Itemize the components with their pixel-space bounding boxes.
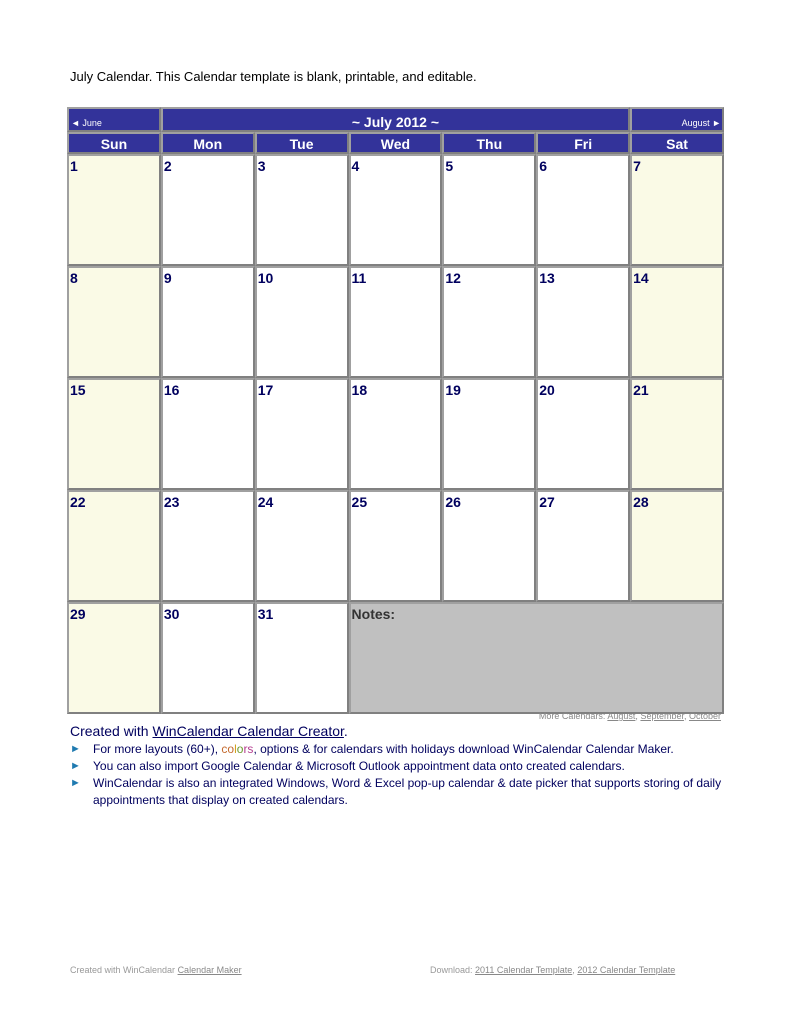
day-number: 6 [539, 158, 548, 174]
day-cell[interactable] [630, 490, 724, 602]
day-number: 31 [257, 606, 274, 622]
bullet-text-before: For more layouts (60+), [93, 742, 222, 756]
day-number: 22 [70, 494, 86, 510]
day-number: 3 [257, 158, 266, 174]
calendar-header-row [67, 107, 724, 132]
day-cell[interactable] [67, 490, 161, 602]
day-number: 1 [70, 158, 78, 174]
day-cell[interactable] [630, 154, 724, 266]
right-triangle-icon: ► [70, 777, 81, 789]
more-calendars-label: More Calendars: [538, 711, 606, 721]
day-cell[interactable] [67, 602, 161, 714]
bullet-text: WinCalendar is also an integrated Windows, Word & Excel pop-up calendar & date picker that supports storing of daily appointments that display on created calendars. [93, 776, 722, 807]
day-cell[interactable] [630, 378, 724, 490]
more-link-october[interactable]: October [688, 711, 721, 721]
day-number: 4 [351, 158, 360, 174]
weekday-tue: Tue [255, 132, 349, 154]
week-row [67, 154, 724, 266]
day-cell[interactable] [442, 154, 536, 266]
day-number: 28 [633, 494, 649, 510]
more-link-september[interactable]: September [640, 711, 684, 721]
intro-text: July Calendar. This Calendar template is blank, printable, and editable. [70, 69, 477, 84]
day-cell[interactable] [161, 154, 255, 266]
weekday-sun: Sun [67, 132, 161, 154]
day-cell[interactable] [161, 378, 255, 490]
day-number: 21 [633, 382, 649, 398]
day-number: 9 [163, 270, 172, 286]
day-cell[interactable] [536, 490, 630, 602]
day-cell[interactable] [255, 490, 349, 602]
week-row [67, 266, 724, 378]
right-triangle-icon: ► [70, 743, 81, 755]
day-number: 27 [539, 494, 555, 510]
colorful-text: rs [243, 742, 254, 756]
day-cell[interactable] [67, 154, 161, 266]
day-cell[interactable] [255, 378, 349, 490]
footer-right [430, 965, 675, 975]
day-number: 20 [539, 382, 555, 398]
created-prefix: Created with [70, 723, 149, 739]
wincalendar-creator-link[interactable]: WinCalendar Calendar Creator [152, 723, 344, 739]
day-cell[interactable] [161, 266, 255, 378]
day-cell[interactable] [536, 266, 630, 378]
day-number: 11 [351, 270, 367, 286]
more-link-august[interactable]: August [607, 711, 636, 721]
day-number: 12 [445, 270, 461, 286]
list-item [70, 758, 730, 775]
day-cell[interactable] [255, 154, 349, 266]
footer-right-text: Download: [430, 965, 473, 975]
day-cell[interactable] [67, 266, 161, 378]
list-item [70, 775, 730, 809]
calendar [67, 107, 724, 714]
day-cell[interactable] [442, 378, 536, 490]
day-cell[interactable] [630, 266, 724, 378]
day-cell[interactable] [349, 378, 443, 490]
day-cell[interactable] [161, 602, 255, 714]
next-month-link[interactable]: August ► [630, 107, 724, 132]
colorful-text: co [221, 742, 235, 756]
day-cell[interactable] [255, 602, 349, 714]
weekday-mon: Mon [161, 132, 255, 154]
day-number: 2 [163, 158, 172, 174]
colorful-text: l [234, 742, 237, 756]
day-cell[interactable] [349, 490, 443, 602]
day-number: 14 [633, 270, 649, 286]
weekday-fri: Fri [536, 132, 630, 154]
right-triangle-icon: ► [70, 760, 81, 772]
calendar-maker-link[interactable]: Calendar Maker [177, 965, 242, 975]
colorful-text: o [236, 742, 244, 756]
list-item [70, 741, 730, 758]
day-cell[interactable] [536, 378, 630, 490]
day-number: 10 [257, 270, 274, 286]
day-cell[interactable] [442, 266, 536, 378]
day-number: 5 [445, 158, 454, 174]
notes-label: Notes: [351, 606, 396, 622]
day-number: 13 [539, 270, 555, 286]
footer-left-text: Created with WinCalendar [70, 965, 176, 975]
day-number: 7 [633, 158, 641, 174]
weekday-sat: Sat [630, 132, 724, 154]
prev-month-link[interactable]: ◄ June [67, 107, 161, 132]
template-2012-link[interactable]: 2012 Calendar Template [577, 965, 676, 975]
weekday-thu: Thu [442, 132, 536, 154]
template-2011-link[interactable]: 2011 Calendar Template [475, 965, 573, 975]
day-cell[interactable] [442, 490, 536, 602]
created-suffix: . [343, 723, 348, 739]
footer-separator: , [572, 965, 575, 975]
day-number: 18 [351, 382, 368, 398]
day-cell[interactable] [67, 378, 161, 490]
day-number: 29 [70, 606, 86, 622]
weekday-header-row [67, 132, 724, 154]
bullet-text: You can also import Google Calendar & Microsoft Outlook appointment data onto created calendars. [93, 759, 625, 773]
week-row [67, 490, 724, 602]
day-number: 23 [163, 494, 180, 510]
info-bullets [70, 741, 730, 809]
notes-area[interactable] [349, 602, 724, 714]
calendar-grid [67, 107, 724, 714]
footer-left [70, 965, 242, 975]
day-cell[interactable] [349, 154, 443, 266]
day-cell[interactable] [161, 490, 255, 602]
day-number: 17 [257, 382, 274, 398]
created-with [70, 723, 348, 739]
day-number: 16 [163, 382, 180, 398]
week-row [67, 602, 724, 714]
more-calendars: More Calendars: August, September, October [538, 711, 721, 721]
bullet-text-after: , options & for calendars with holidays download WinCalendar Calendar Maker. [253, 742, 674, 756]
day-cell[interactable] [536, 154, 630, 266]
week-row [67, 378, 724, 490]
calendar-title: ~ July 2012 ~ [161, 107, 630, 132]
day-number: 30 [163, 606, 180, 622]
day-number: 19 [445, 382, 461, 398]
day-number: 26 [445, 494, 461, 510]
day-cell[interactable] [255, 266, 349, 378]
weekday-wed: Wed [349, 132, 443, 154]
day-number: 15 [70, 382, 86, 398]
day-number: 8 [70, 270, 78, 286]
day-number: 24 [257, 494, 274, 510]
day-number: 25 [351, 494, 368, 510]
day-cell[interactable] [349, 266, 443, 378]
